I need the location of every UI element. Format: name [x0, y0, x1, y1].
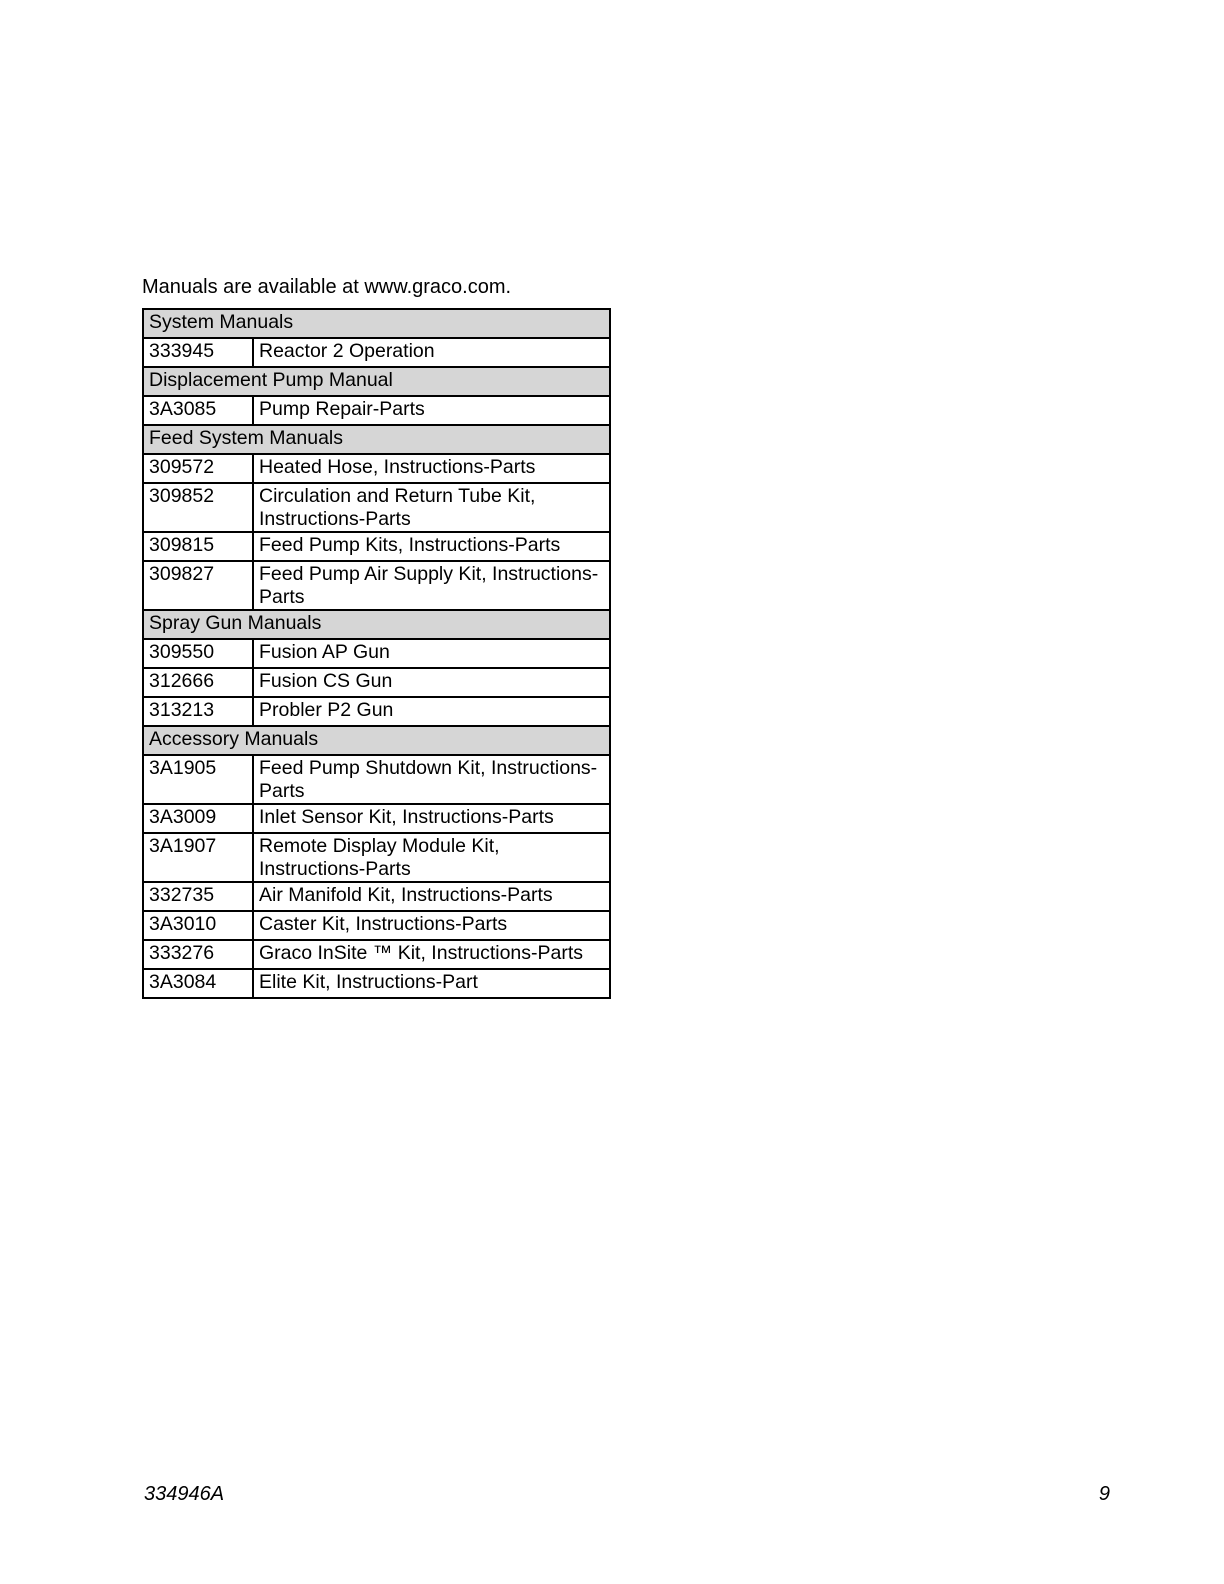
manual-description: Fusion CS Gun [253, 668, 610, 697]
section-header-row [143, 726, 610, 755]
table-row [143, 454, 610, 483]
table-row [143, 833, 610, 882]
table-row [143, 804, 610, 833]
table-row [143, 483, 610, 532]
manual-description: Remote Display Module Kit, Instructions-Parts [253, 833, 610, 882]
manual-number: 3A1905 [143, 755, 253, 804]
manual-number: 3A3085 [143, 396, 253, 425]
manual-description: Air Manifold Kit, Instructions-Parts [253, 882, 610, 911]
table-row [143, 532, 610, 561]
manual-number: 3A1907 [143, 833, 253, 882]
related-manuals-table [142, 308, 611, 999]
section-title: System Manuals [143, 309, 610, 338]
manual-description: Graco InSite ™ Kit, Instructions-Parts [253, 940, 610, 969]
table-row [143, 911, 610, 940]
table-row [143, 940, 610, 969]
manual-number: 309815 [143, 532, 253, 561]
table-row [143, 969, 610, 998]
manual-number: 309827 [143, 561, 253, 610]
manual-description: Pump Repair-Parts [253, 396, 610, 425]
manual-number: 309572 [143, 454, 253, 483]
manual-description: Heated Hose, Instructions-Parts [253, 454, 610, 483]
manual-number: 3A3084 [143, 969, 253, 998]
manual-description: Reactor 2 Operation [253, 338, 610, 367]
section-header-row [143, 425, 610, 454]
section-title: Feed System Manuals [143, 425, 610, 454]
table-row [143, 561, 610, 610]
manual-description: Circulation and Return Tube Kit, Instructions-Parts [253, 483, 610, 532]
manual-description: Feed Pump Air Supply Kit, Instructions-Parts [253, 561, 610, 610]
manual-number: 333276 [143, 940, 253, 969]
section-title: Accessory Manuals [143, 726, 610, 755]
manual-description: Caster Kit, Instructions-Parts [253, 911, 610, 940]
section-header-row [143, 367, 610, 396]
manual-number: 313213 [143, 697, 253, 726]
section-header-row [143, 309, 610, 338]
table-row [143, 697, 610, 726]
manual-number: 3A3010 [143, 911, 253, 940]
section-header-row [143, 610, 610, 639]
table-row [143, 668, 610, 697]
manual-description: Fusion AP Gun [253, 639, 610, 668]
table-row [143, 882, 610, 911]
manual-number: 3A3009 [143, 804, 253, 833]
manual-number: 333945 [143, 338, 253, 367]
section-title: Spray Gun Manuals [143, 610, 610, 639]
manual-number: 332735 [143, 882, 253, 911]
footer-page-number: 9 [1098, 1483, 1110, 1505]
table-row [143, 338, 610, 367]
table-row [143, 639, 610, 668]
table-row [143, 755, 610, 804]
manual-number: 309550 [143, 639, 253, 668]
manual-description: Inlet Sensor Kit, Instructions-Parts [253, 804, 610, 833]
manual-number: 309852 [143, 483, 253, 532]
manual-description: Probler P2 Gun [253, 697, 610, 726]
footer-doc-number: 334946A [144, 1483, 225, 1505]
section-title: Displacement Pump Manual [143, 367, 610, 396]
manual-description: Feed Pump Shutdown Kit, Instructions-Parts [253, 755, 610, 804]
intro-text: Manuals are available at www.graco.com. [142, 276, 512, 298]
manual-description: Elite Kit, Instructions-Part [253, 969, 610, 998]
manual-number: 312666 [143, 668, 253, 697]
manual-description: Feed Pump Kits, Instructions-Parts [253, 532, 610, 561]
table-row [143, 396, 610, 425]
